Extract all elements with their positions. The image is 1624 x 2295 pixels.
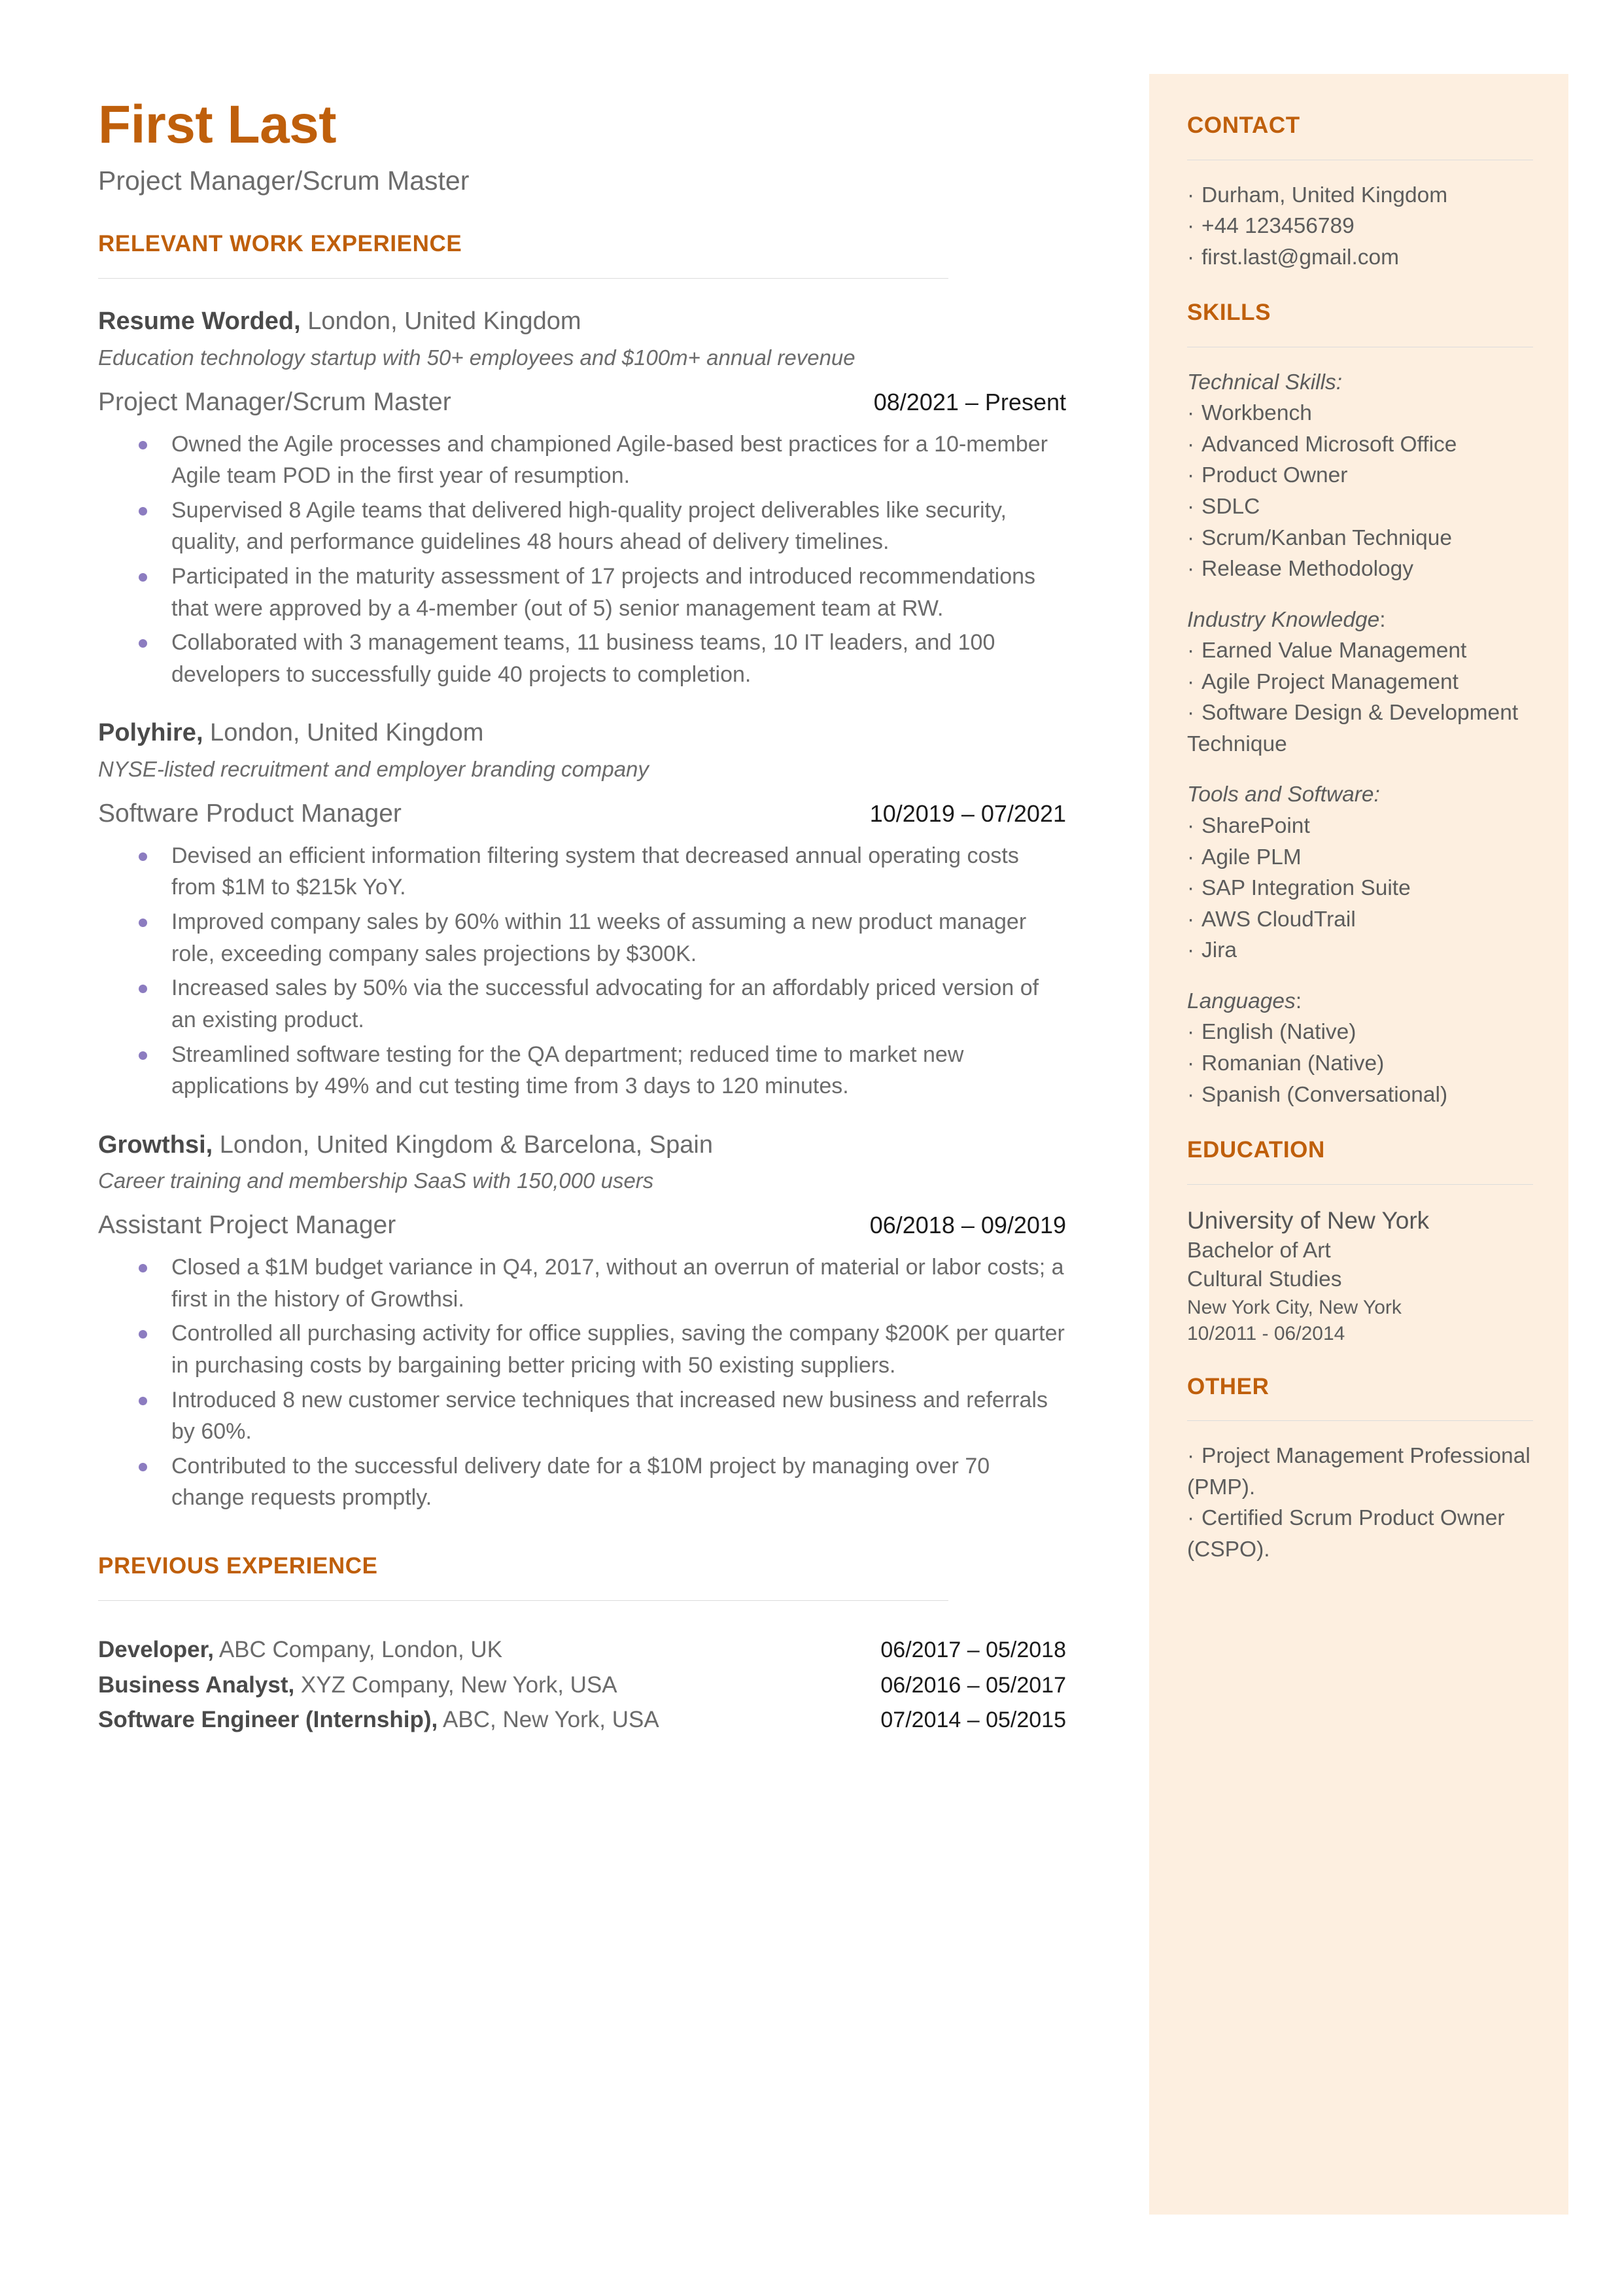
- list-item: · Agile Project Management: [1187, 667, 1533, 698]
- job-title: Software Product Manager: [98, 799, 402, 828]
- bullet-dot: ·: [1187, 845, 1195, 869]
- job-bullet-list: [98, 1252, 1066, 1514]
- company-description: NYSE-listed recruitment and employer branding company: [98, 756, 649, 781]
- list-item: · Certified Scrum Product Owner (CSPO).: [1187, 1503, 1533, 1565]
- job-entry: [98, 718, 1066, 1102]
- main-column: [98, 95, 1066, 1738]
- list-item: · Release Methodology: [1187, 553, 1533, 585]
- table-row: [98, 1702, 1066, 1738]
- bullet-dot: ·: [1187, 1082, 1195, 1107]
- education-school: University of New York: [1187, 1206, 1430, 1234]
- list-item: · Agile PLM: [1187, 842, 1533, 873]
- bullet-dot: ·: [1187, 183, 1195, 207]
- sidebar-heading-contact: CONTACT: [1187, 113, 1300, 138]
- list-item: Introduced 8 new customer service techniques that increased new business and referrals by 60%.: [98, 1384, 1066, 1448]
- previous-role-title: Software Engineer (Internship),: [98, 1707, 438, 1733]
- skills-group-technical: [1187, 367, 1533, 585]
- job-dates: 08/2021 – Present: [873, 388, 1066, 415]
- bullet-dot: ·: [1187, 432, 1195, 457]
- previous-role-detail: XYZ Company, New York, USA: [294, 1672, 617, 1698]
- section-divider: [98, 278, 948, 279]
- list-item: · SDLC: [1187, 491, 1533, 523]
- list-item: · Software Design & Development Technique: [1187, 697, 1533, 760]
- section-heading-previous-experience: PREVIOUS EXPERIENCE: [98, 1552, 378, 1579]
- previous-experience-list: [98, 1632, 1066, 1738]
- job-entry: [98, 1130, 1066, 1514]
- list-item: Owned the Agile processes and championed Agile-based best practices for a 10-member Agile team POD in the first year of resumption.: [98, 429, 1066, 492]
- contact-list: [1187, 180, 1533, 273]
- bullet-dot: ·: [1187, 557, 1195, 582]
- list-item: Devised an efficient information filtering system that decreased annual operating costs from $1M to $215k YoY.: [98, 840, 1066, 903]
- bullet-dot: ·: [1187, 639, 1195, 663]
- bullet-dot: ·: [1187, 1506, 1195, 1531]
- bullet-dot: ·: [1187, 701, 1195, 726]
- job-bullet-list: [98, 429, 1066, 691]
- bullet-dot: ·: [1187, 1051, 1195, 1076]
- bullet-dot: ·: [1187, 938, 1195, 963]
- list-item: Increased sales by 50% via the successful advocating for an affordably priced version of an existing product.: [98, 972, 1066, 1036]
- skills-group-industry: [1187, 604, 1533, 760]
- job-dates: 06/2018 – 09/2019: [869, 1212, 1066, 1239]
- contact-email: first.last@gmail.com: [1201, 245, 1400, 270]
- sidebar-heading-skills: SKILLS: [1187, 300, 1271, 326]
- bullet-dot: ·: [1187, 214, 1195, 239]
- list-item: · AWS CloudTrail: [1187, 904, 1533, 936]
- job-title-row: [98, 1211, 1066, 1240]
- bullet-dot: ·: [1187, 463, 1195, 488]
- company-description: Education technology startup with 50+ employees and $100m+ annual revenue: [98, 345, 855, 370]
- company-name: Growthsi,: [98, 1130, 213, 1159]
- bullet-dot: ·: [1187, 669, 1195, 694]
- education-entry: [1187, 1204, 1533, 1347]
- list-item: · Romanian (Native): [1187, 1048, 1533, 1079]
- bullet-dot: ·: [1187, 494, 1195, 519]
- job-company: [98, 1130, 1066, 1161]
- list-item: · Advanced Microsoft Office: [1187, 429, 1533, 461]
- bullet-dot: ·: [1187, 245, 1195, 270]
- job-dates: 10/2019 – 07/2021: [869, 799, 1066, 827]
- section-divider: [98, 1600, 948, 1601]
- previous-role-detail: ABC Company, London, UK: [214, 1636, 503, 1662]
- sidebar-heading-other: OTHER: [1187, 1373, 1270, 1399]
- sidebar-divider: [1187, 1420, 1533, 1421]
- job-title: Project Manager/Scrum Master: [98, 387, 451, 416]
- bullet-dot: ·: [1187, 907, 1195, 932]
- list-item: Contributed to the successful delivery date for a $10M project by managing over 70 change requests promptly.: [98, 1450, 1066, 1514]
- previous-role-detail: ABC, New York, USA: [438, 1707, 659, 1733]
- table-row: [98, 1668, 1066, 1703]
- list-item: Participated in the maturity assessment of 17 projects and introduced recommendations that were approved by a 4-member (out of 5) senior management team at RW.: [98, 561, 1066, 624]
- skills-group-languages: [1187, 986, 1533, 1110]
- company-location: London, United Kingdom & Barcelona, Spain: [213, 1130, 713, 1159]
- list-item: · Product Owner: [1187, 460, 1533, 491]
- job-title-row: [98, 388, 1066, 417]
- list-item: [1187, 180, 1533, 211]
- bullet-dot: ·: [1187, 525, 1195, 550]
- job-company: [98, 718, 1066, 749]
- list-item: · Scrum/Kanban Technique: [1187, 523, 1533, 554]
- bullet-dot: ·: [1187, 401, 1195, 426]
- list-item: · Workbench: [1187, 398, 1533, 429]
- job-title-row: [98, 799, 1066, 828]
- table-row: [98, 1632, 1066, 1668]
- contact-phone: +44 123456789: [1201, 214, 1355, 239]
- list-item: · SAP Integration Suite: [1187, 873, 1533, 904]
- previous-role: [98, 1632, 502, 1667]
- skills-group-label: Technical Skills:: [1187, 370, 1343, 394]
- list-item: Collaborated with 3 management teams, 11 business teams, 10 IT leaders, and 100 developers to successfully guide 40 projects to completion.: [98, 627, 1066, 690]
- skills-group-label: Languages:: [1187, 989, 1302, 1013]
- bullet-dot: ·: [1187, 1444, 1195, 1469]
- sidebar-heading-education: EDUCATION: [1187, 1137, 1325, 1163]
- list-item: Supervised 8 Agile teams that delivered high-quality project deliverables like security, quality, and performance guidelines 48 hours ahead of delivery timelines.: [98, 495, 1066, 558]
- list-item: Controlled all purchasing activity for office supplies, saving the company $200K per quarter in purchasing costs by bargaining better pricing with 50 existing suppliers.: [98, 1318, 1066, 1381]
- contact-location: Durham, United Kingdom: [1201, 183, 1448, 207]
- bullet-dot: ·: [1187, 814, 1195, 838]
- education-dates: 10/2011 - 06/2014: [1187, 1322, 1345, 1344]
- sidebar-divider: [1187, 1184, 1533, 1185]
- previous-role-title: Business Analyst,: [98, 1672, 295, 1698]
- list-item: · English (Native): [1187, 1017, 1533, 1048]
- sidebar: [1149, 74, 1568, 2215]
- list-item: Closed a $1M budget variance in Q4, 2017, without an overrun of material or labor costs; a first in the history of Growthsi.: [98, 1252, 1066, 1315]
- list-item: · Project Management Professional (PMP).: [1187, 1441, 1533, 1503]
- education-field: Cultural Studies: [1187, 1267, 1342, 1292]
- list-item: [1187, 211, 1533, 242]
- list-item: · SharePoint: [1187, 811, 1533, 842]
- company-location: London, United Kingdom: [300, 307, 581, 336]
- company-name: Polyhire,: [98, 719, 203, 747]
- bullet-dot: ·: [1187, 1020, 1195, 1045]
- company-description: Career training and membership SaaS with 150,000 users: [98, 1168, 654, 1193]
- other-list: [1187, 1441, 1533, 1565]
- skills-group-tools: [1187, 779, 1533, 966]
- previous-role-title: Developer,: [98, 1636, 215, 1662]
- education-degree: Bachelor of Art: [1187, 1238, 1331, 1263]
- job-entry: [98, 306, 1066, 690]
- education-location: New York City, New York: [1187, 1296, 1402, 1318]
- job-bullet-list: [98, 840, 1066, 1102]
- job-title: Assistant Project Manager: [98, 1211, 396, 1240]
- list-item: Improved company sales by 60% within 11 weeks of assuming a new product manager role, exceeding company sales projections by $300K.: [98, 906, 1066, 970]
- bullet-dot: ·: [1187, 876, 1195, 901]
- company-name: Resume Worded,: [98, 307, 301, 336]
- list-item: · Spanish (Conversational): [1187, 1079, 1533, 1111]
- list-item: Streamlined software testing for the QA department; reduced time to market new applications by 49% and cut testing time from 3 days to 120 minutes.: [98, 1039, 1066, 1102]
- previous-role-dates: 06/2016 – 05/2017: [880, 1672, 1066, 1698]
- previous-role: [98, 1668, 617, 1702]
- company-location: London, United Kingdom: [203, 719, 484, 747]
- job-company: [98, 306, 1066, 338]
- section-heading-work-experience: RELEVANT WORK EXPERIENCE: [98, 231, 462, 257]
- previous-role-dates: 07/2014 – 05/2015: [880, 1708, 1066, 1733]
- list-item: · Earned Value Management: [1187, 635, 1533, 667]
- skills-group-label: Industry Knowledge:: [1187, 607, 1386, 632]
- previous-role: [98, 1702, 659, 1737]
- list-item: [1187, 242, 1533, 273]
- page-title: First Last: [98, 95, 337, 154]
- list-item: · Jira: [1187, 935, 1533, 966]
- previous-role-dates: 06/2017 – 05/2018: [880, 1637, 1066, 1662]
- skills-group-label: Tools and Software:: [1187, 782, 1380, 807]
- job-subtitle: Project Manager/Scrum Master: [98, 166, 470, 196]
